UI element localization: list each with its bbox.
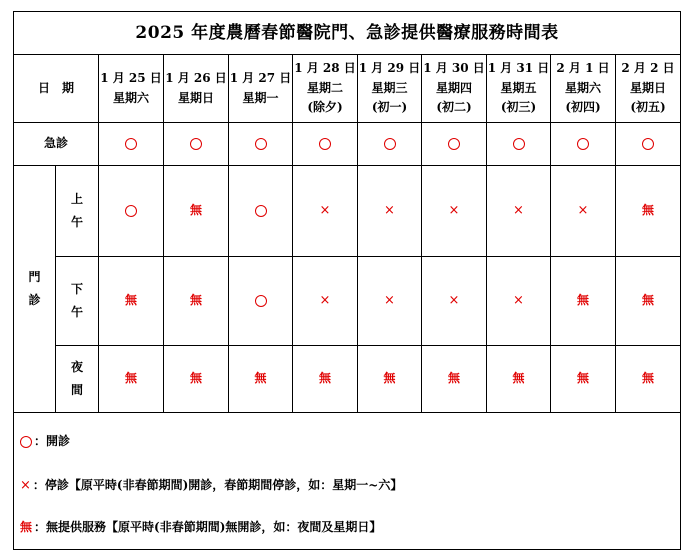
date-day: 1 月 29 日	[358, 61, 421, 76]
date-weekday: 星期六	[564, 80, 601, 95]
night-label-char: 間	[71, 383, 84, 397]
morning-label-char: 上	[71, 192, 84, 207]
date-festival: (初一)	[371, 100, 408, 115]
date-day: 2 月 1 日	[556, 61, 610, 76]
outpatient-am-row	[14, 166, 681, 257]
date-weekday: 星期三	[371, 80, 408, 95]
afternoon-label-char: 下	[71, 282, 84, 297]
date-header-cell	[616, 55, 681, 123]
table-title: 2025 年度農曆春節醫院門、急診提供醫療服務時間表	[14, 12, 681, 55]
date-header-cell	[487, 55, 551, 123]
emergency-label: 急診	[14, 123, 99, 166]
date-day: 1 月 26 日	[165, 71, 227, 86]
schedule-cell	[99, 257, 164, 346]
none-mark-icon: 無	[642, 203, 655, 218]
none-mark-icon: 無	[20, 520, 33, 534]
schedule-cell	[616, 123, 681, 166]
open-circle-icon	[20, 436, 32, 448]
legend-none	[20, 519, 381, 536]
cross-icon: ×	[20, 478, 31, 493]
schedule-cell	[164, 257, 229, 346]
none-mark-icon: 無	[124, 371, 137, 386]
schedule-cell	[99, 346, 164, 413]
date-festival: (初五)	[630, 100, 666, 115]
cross-icon: ×	[384, 202, 395, 218]
schedule-cell	[229, 257, 293, 346]
open-circle-icon	[255, 138, 267, 150]
cross-icon: ×	[319, 202, 331, 218]
outpatient-label	[14, 166, 56, 413]
date-weekday: 星期五	[500, 80, 537, 95]
schedule-cell	[616, 166, 681, 257]
schedule-cell	[229, 123, 293, 166]
outpatient-night-row	[14, 346, 681, 413]
date-header-cell	[229, 55, 293, 123]
night-label-char: 夜	[71, 360, 84, 375]
date-day: 1 月 31 日	[487, 61, 550, 76]
cross-icon: ×	[448, 292, 460, 308]
schedule-cell	[422, 257, 487, 346]
afternoon-label	[56, 257, 99, 346]
date-weekday: 星期六	[112, 90, 149, 105]
open-circle-icon	[513, 138, 525, 150]
open-circle-icon	[319, 138, 331, 150]
cross-icon: ×	[577, 202, 589, 218]
schedule-cell	[164, 166, 229, 257]
date-weekday: 星期一	[242, 90, 279, 105]
date-header-cell	[164, 55, 229, 123]
legend-closed	[20, 477, 402, 496]
open-circle-icon	[642, 138, 654, 150]
schedule-cell	[358, 166, 422, 257]
schedule-table	[13, 11, 681, 550]
date-column-label: 日 期	[14, 55, 99, 123]
date-festival: (初四)	[565, 100, 601, 115]
none-mark-icon: 無	[318, 371, 331, 386]
schedule-cell	[616, 346, 681, 413]
date-day: 1 月 28 日	[294, 61, 356, 76]
open-circle-icon	[190, 138, 202, 150]
legend-closed-text: ：停診【原平時(非春節期間)開診，春節期間停診，如：星期一~六】	[32, 478, 403, 492]
open-circle-icon	[384, 138, 396, 150]
date-header-row	[14, 55, 681, 123]
open-circle-icon	[255, 205, 267, 217]
schedule-cell	[487, 257, 551, 346]
none-mark-icon: 無	[189, 203, 202, 218]
legend	[14, 413, 681, 550]
cross-icon: ×	[513, 292, 524, 308]
schedule-sheet	[13, 11, 681, 550]
date-festival: (初二)	[436, 100, 472, 115]
schedule-cell	[616, 257, 681, 346]
legend-open-text: ：開診	[34, 434, 71, 448]
morning-label-char: 午	[71, 215, 84, 229]
none-mark-icon: 無	[254, 371, 267, 386]
date-weekday: 星期日	[630, 80, 667, 95]
date-day: 1 月 25 日	[100, 71, 162, 86]
none-mark-icon: 無	[189, 293, 202, 308]
schedule-cell	[422, 346, 487, 413]
none-mark-icon: 無	[447, 371, 460, 386]
open-circle-icon	[255, 295, 267, 307]
schedule-cell	[487, 166, 551, 257]
date-festival: (初三)	[500, 100, 537, 115]
date-day: 2 月 2 日	[621, 61, 675, 76]
none-mark-icon: 無	[642, 293, 655, 308]
schedule-cell	[229, 346, 293, 413]
schedule-cell	[358, 123, 422, 166]
schedule-cell	[229, 166, 293, 257]
date-day: 1 月 27 日	[229, 71, 292, 86]
emergency-row	[14, 123, 681, 166]
schedule-cell	[99, 123, 164, 166]
outpatient-label-char: 門	[28, 270, 41, 285]
none-mark-icon: 無	[512, 371, 525, 386]
date-header-cell	[358, 55, 422, 123]
schedule-cell	[164, 346, 229, 413]
legend-none-text: ：無提供服務【原平時(非春節期間)無開診，如：夜間及星期日】	[34, 520, 382, 534]
afternoon-label-char: 午	[71, 305, 84, 319]
schedule-cell	[551, 166, 616, 257]
date-header-cell	[551, 55, 616, 123]
schedule-cell	[422, 166, 487, 257]
schedule-cell	[293, 123, 358, 166]
none-mark-icon: 無	[383, 371, 396, 386]
schedule-cell	[551, 123, 616, 166]
schedule-cell	[487, 346, 551, 413]
schedule-cell	[164, 123, 229, 166]
date-weekday: 星期日	[177, 90, 214, 105]
open-circle-icon	[125, 138, 137, 150]
night-label	[56, 346, 99, 413]
schedule-cell	[99, 166, 164, 257]
schedule-cell	[551, 346, 616, 413]
schedule-cell	[551, 257, 616, 346]
date-header-cell	[99, 55, 164, 123]
open-circle-icon	[448, 138, 460, 150]
schedule-cell	[293, 257, 358, 346]
date-weekday: 星期二	[306, 80, 343, 95]
outpatient-label-char: 診	[28, 293, 41, 307]
legend-open	[20, 433, 70, 450]
open-circle-icon	[577, 138, 589, 150]
schedule-cell	[358, 257, 422, 346]
cross-icon: ×	[448, 202, 460, 218]
none-mark-icon: 無	[124, 293, 137, 308]
schedule-cell	[487, 123, 551, 166]
morning-label	[56, 166, 99, 257]
date-festival: (除夕)	[307, 100, 343, 115]
open-circle-icon	[125, 205, 137, 217]
schedule-cell	[293, 166, 358, 257]
date-day: 1 月 30 日	[423, 61, 485, 76]
cross-icon: ×	[384, 292, 395, 308]
none-mark-icon: 無	[576, 293, 589, 308]
date-weekday: 星期四	[435, 80, 472, 95]
date-header-cell	[422, 55, 487, 123]
cross-icon: ×	[513, 202, 524, 218]
outpatient-pm-row	[14, 257, 681, 346]
date-header-cell	[293, 55, 358, 123]
schedule-cell	[358, 346, 422, 413]
none-mark-icon: 無	[189, 371, 202, 386]
schedule-cell	[293, 346, 358, 413]
none-mark-icon: 無	[642, 371, 655, 386]
none-mark-icon: 無	[576, 371, 589, 386]
cross-icon: ×	[319, 292, 331, 308]
schedule-cell	[422, 123, 487, 166]
